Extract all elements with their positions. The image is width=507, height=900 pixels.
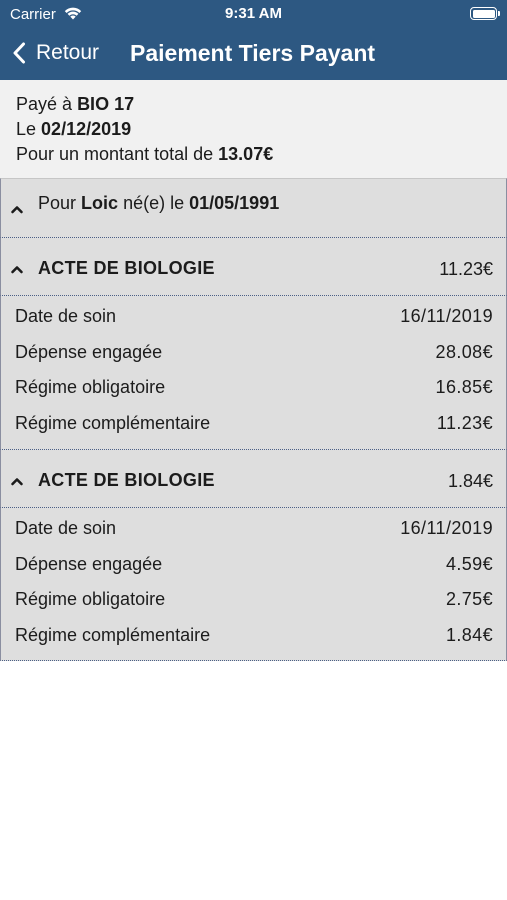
detail-label: Date de soin [15,518,117,538]
detail-value: 16/11/2019 [400,518,493,538]
detail-value: 2.75€ [445,589,493,609]
chevron-up-icon [10,264,24,274]
paid-to-prefix: Payé à [16,94,73,114]
detail-row [1,371,506,407]
act-header[interactable] [0,238,507,296]
detail-label: Dépense engagée [15,341,163,362]
chevron-up-icon [10,204,24,214]
detail-row [1,583,506,619]
patient-born-prefix: né(e) le [123,193,185,213]
paid-to-line [16,92,491,117]
detail-value: 4.59€ [445,553,493,574]
detail-value: 11.23€ [436,412,493,433]
back-button-label: Retour [36,41,100,64]
total-amount-prefix: Pour un montant total de [16,144,214,164]
detail-label: Régime obligatoire [15,377,166,397]
patient-section-header[interactable] [0,178,507,238]
battery-icon [470,7,497,20]
payment-date-value: 02/12/2019 [41,119,132,139]
act-details [0,296,507,450]
detail-label: Régime obligatoire [15,589,166,609]
total-amount-value: 13.07€ [218,144,274,164]
patient-prefix: Pour [38,193,77,213]
act-title: ACTE DE BIOLOGIE [38,258,215,278]
detail-row [1,300,506,336]
detail-label: Dépense engagée [15,553,163,574]
detail-value: 16.85€ [435,377,493,397]
chevron-left-icon [12,42,26,64]
act-header[interactable] [0,450,507,508]
detail-label: Régime complémentaire [15,412,211,433]
total-amount-line [16,142,491,167]
detail-row [1,619,506,655]
top-bar [0,0,507,80]
detail-label: Régime complémentaire [15,624,211,645]
patient-name: Loic [81,193,119,213]
detail-row [1,512,506,548]
payment-date-prefix: Le [16,119,37,139]
status-time: 9:31 AM [225,5,282,22]
detail-row [1,336,506,372]
chevron-up-icon [10,476,24,486]
act-details [0,508,507,661]
paid-to-value: BIO 17 [77,94,135,114]
detail-row [1,407,506,443]
payment-summary [0,80,507,178]
patient-info [38,193,279,214]
detail-value: 28.08€ [435,341,493,362]
page-title: Paiement Tiers Payant [130,40,376,66]
patient-birth-date: 01/05/1991 [189,193,280,213]
detail-label: Date de soin [15,306,117,326]
act-title: ACTE DE BIOLOGIE [38,470,215,490]
payment-date-line [16,117,491,142]
status-bar [0,0,507,28]
act-amount: 1.84€ [447,471,493,491]
detail-value: 16/11/2019 [400,306,493,326]
detail-value: 1.84€ [445,624,493,645]
navigation-bar [0,28,507,80]
carrier-label: Carrier [10,6,56,23]
back-button[interactable] [12,39,99,67]
act-amount: 11.23€ [439,259,493,279]
detail-row [1,548,506,584]
